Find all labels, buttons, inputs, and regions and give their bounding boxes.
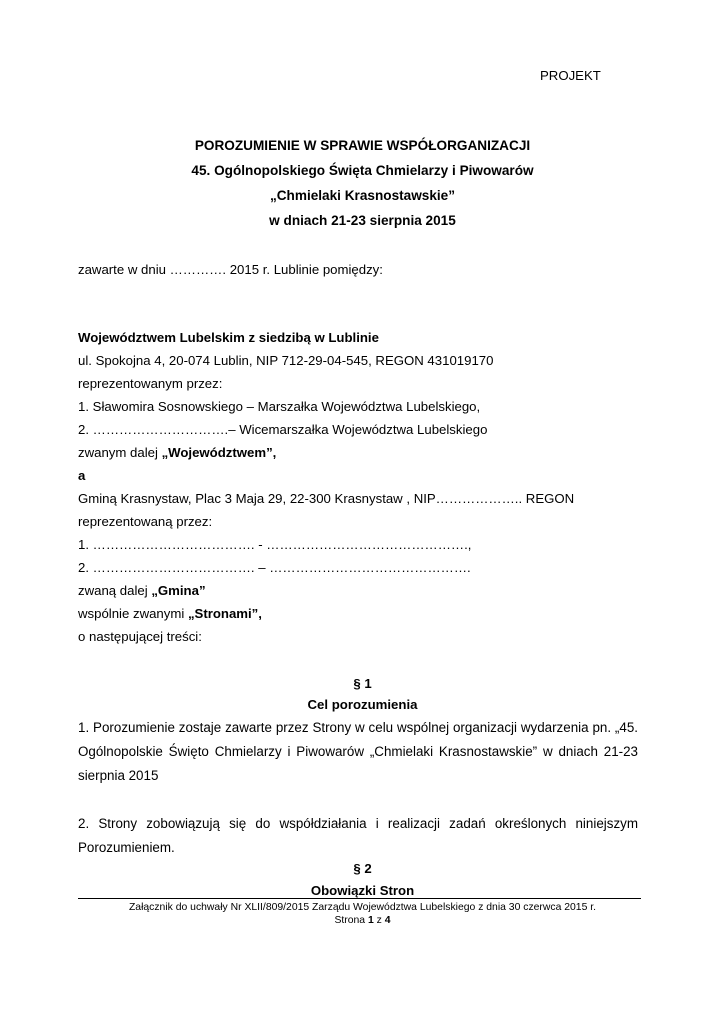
party2-called-prefix: zwaną dalej	[78, 583, 152, 598]
section1-title: Cel porozumienia	[307, 697, 418, 712]
party1-rep2: 2. ………………………….– Wicemarszałka Województwa Lubelskiego	[78, 422, 488, 437]
footer-page-current: 1	[367, 915, 374, 926]
footer-attachment-note: Załącznik do uchwały Nr XLII/809/2015 Zarządu Województwa Lubelskiego z dnia 30 czerwca 2015 r.	[128, 902, 597, 913]
section2-title: Obowiązki Stron	[310, 883, 415, 898]
project-stamp: PROJEKT	[540, 68, 601, 83]
title-line-3: „Chmielaki Krasnostawskie”	[269, 188, 456, 203]
title-line-2: 45. Ogólnopolskiego Święta Chmielarzy i Piwowarów	[191, 163, 534, 178]
section1-paragraph-2: 2. Strony zobowiązują się do współdziałania i realizacji zadań określonych niniejszym Porozumieniem.	[78, 816, 638, 855]
party1-rep1: 1. Sławomira Sosnowskiego – Marszałka Województwa Lubelskiego,	[78, 399, 481, 414]
jointly-prefix: wspólnie zwanymi	[78, 606, 188, 621]
party2-called	[78, 583, 206, 599]
section1-number: § 1	[353, 676, 372, 691]
footer-page-separator: z	[373, 915, 385, 926]
party2-rep2: 2. ………………………………. – ……………………………………….	[78, 560, 471, 575]
jointly-called	[78, 606, 262, 622]
title-line-4: w dniach 21-23 sierpnia 2015	[269, 213, 456, 228]
party1-represented: reprezentowanym przez:	[78, 376, 223, 391]
party1-called-prefix: zwanym dalej	[78, 445, 162, 460]
footer-divider	[78, 898, 641, 899]
footer-page-number	[0, 915, 725, 927]
party1-address: ul. Spokojna 4, 20-074 Lublin, NIP 712-29-04-545, REGON 431019170	[78, 353, 494, 368]
party2-name: Gminą Krasnystaw, Plac 3 Maja 29, 22-300 Krasnystaw , NIP……………….. REGON	[78, 491, 575, 506]
section1-paragraph-1: 1. Porozumienie zostaje zawarte przez Strony w celu wspólnej organizacji wydarzenia pn. „45. Ogólnopolskie Święto Chmielarzy i Piwowarów „Chmielaki Krasnostawskie” w dniach 21-23 sierpnia 2015	[78, 720, 638, 783]
party2-represented: reprezentowaną przez:	[78, 514, 213, 529]
jointly-name: „Stronami”,	[187, 606, 262, 621]
footer-page-prefix: Strona	[334, 915, 368, 926]
title-line-1: POROZUMIENIE W SPRAWIE WSPÓŁORGANIZACJI	[194, 138, 531, 153]
party2-called-name: „Gmina”	[151, 583, 206, 598]
party2-rep1: 1. ………………………………. - ……………………………………….,	[78, 537, 472, 552]
section2-number: § 2	[353, 861, 372, 876]
intro-line: zawarte w dniu …………. 2015 r. Lublinie pomiędzy:	[78, 262, 383, 277]
conjunction: a	[78, 468, 86, 483]
party1-name: Województwem Lubelskim z siedzibą w Lublinie	[78, 330, 379, 345]
footer-page-total: 4	[384, 915, 391, 926]
party1-called	[78, 445, 276, 461]
party1-called-name: „Województwem”,	[161, 445, 277, 460]
following-line: o następującej treści:	[78, 629, 202, 644]
